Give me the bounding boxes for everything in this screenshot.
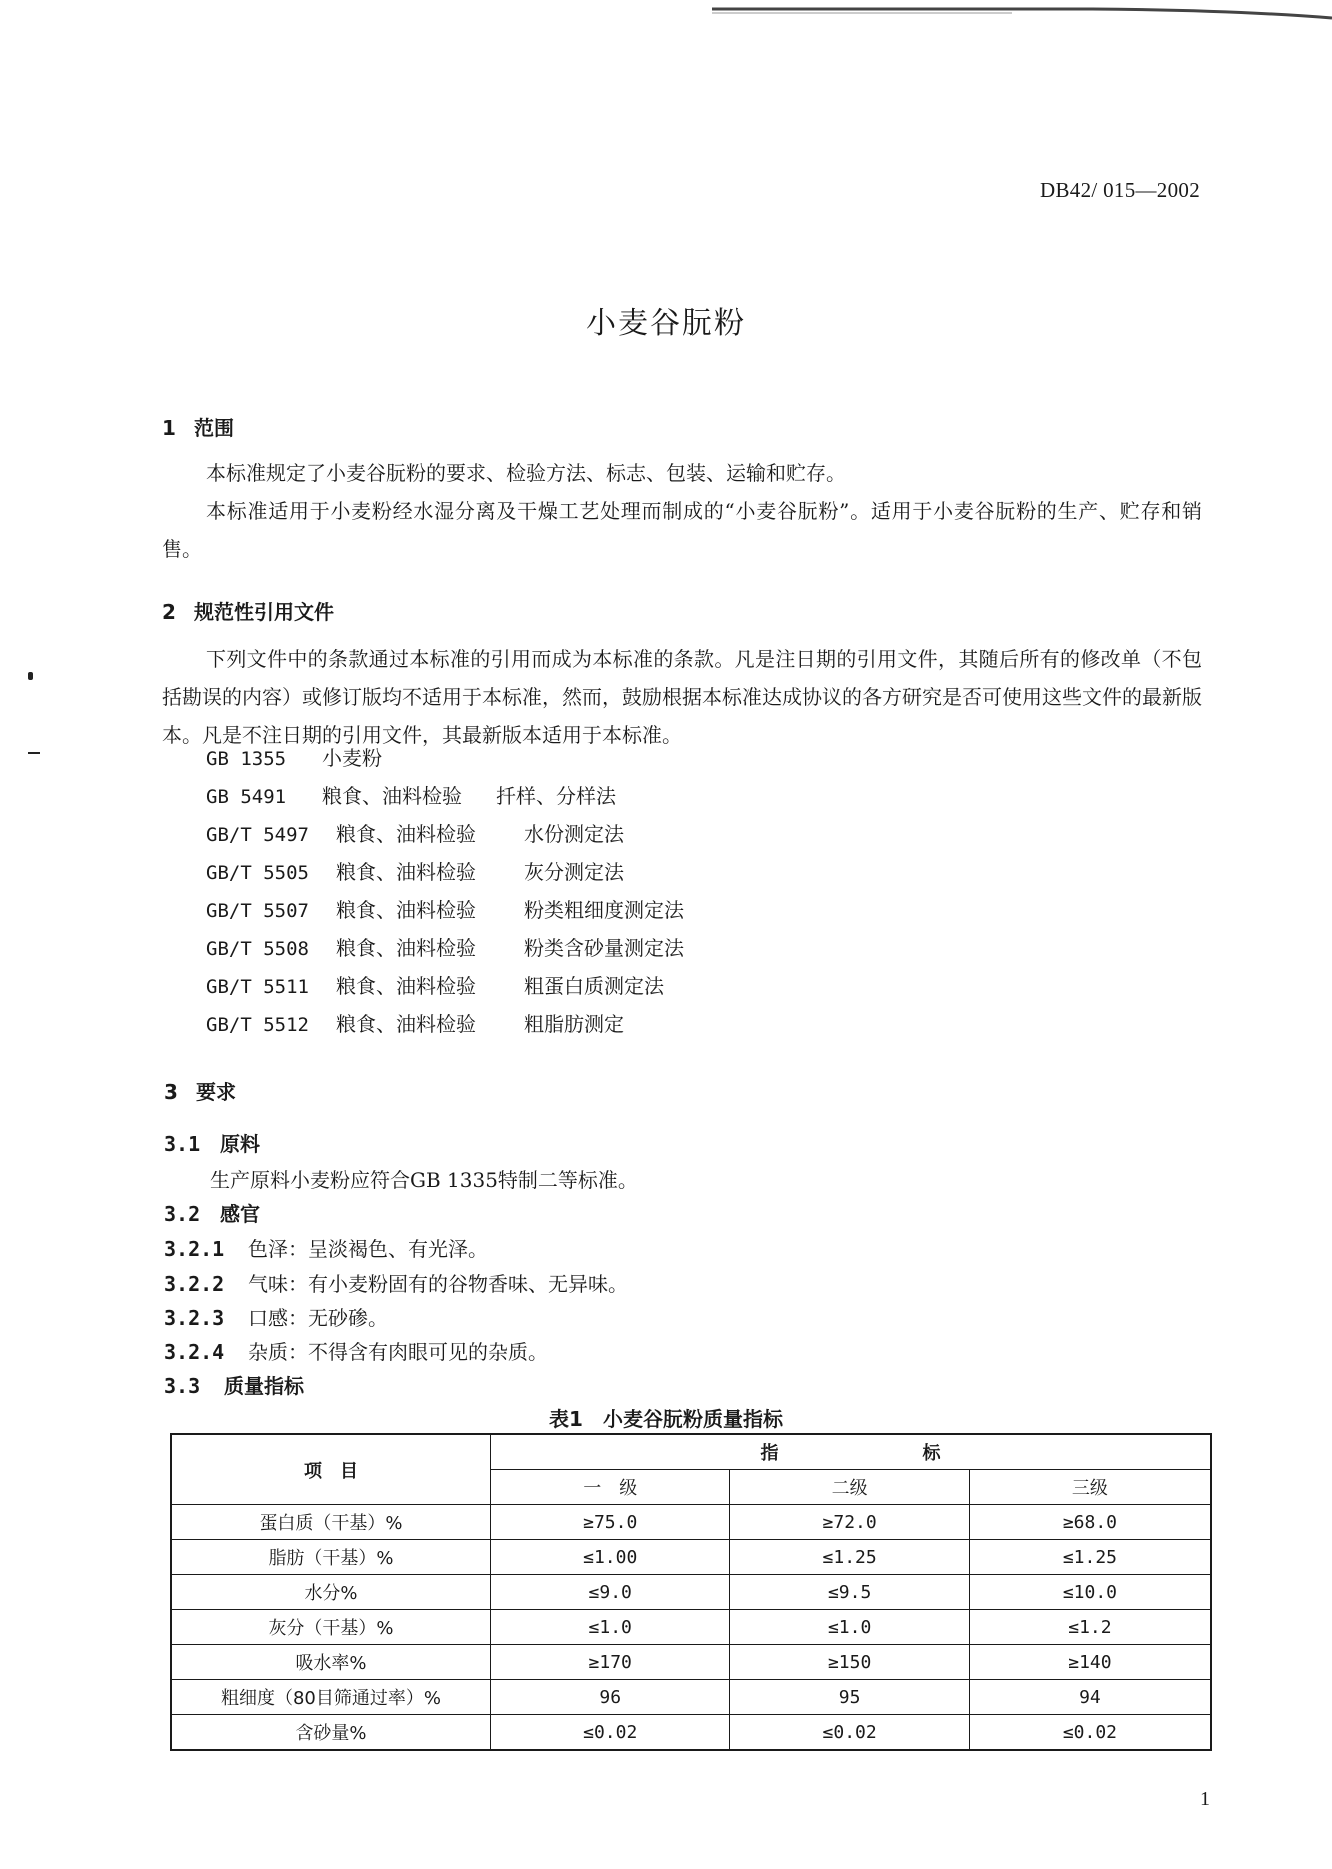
reference-item xyxy=(206,780,684,818)
grade-2-value: ≤0.02 xyxy=(730,1715,969,1751)
clause-label: 杂质： xyxy=(248,1340,308,1364)
grade-3-value: ≥140 xyxy=(969,1645,1211,1680)
section-title: 范围 xyxy=(194,416,234,440)
scan-margin-dash xyxy=(28,752,40,754)
reference-code: GB 1355 xyxy=(206,748,287,770)
clause-3-3 xyxy=(164,1370,304,1399)
grade-1-value: ≥75.0 xyxy=(491,1505,730,1540)
row-item: 水分% xyxy=(171,1575,491,1610)
grade-3-value: ≤1.25 xyxy=(969,1540,1211,1575)
clause-3-2-1 xyxy=(164,1233,488,1262)
reference-category: 粮食、油料检验 xyxy=(336,898,476,922)
page-number: 1 xyxy=(1200,1788,1210,1810)
reference-code: GB/T 5505 xyxy=(206,862,309,884)
reference-category: 粮食、油料检验 xyxy=(336,822,476,846)
section-2-intro: 下列文件中的条款通过本标准的引用而成为本标准的条款。凡是注日期的引用文件，其随后所有的修改单（不包括勘误的内容）或修订版均不适用于本标准，然而，鼓励根据本标准达成协议的各方研究是否可使用这些文件的最新版本。凡是不注日期的引用文件，其最新版本适用于本标准。 xyxy=(162,647,1202,747)
header-item: 项 目 xyxy=(171,1434,491,1505)
reference-item xyxy=(206,932,684,970)
reference-item xyxy=(206,818,684,856)
table-row xyxy=(171,1575,1211,1610)
reference-list xyxy=(206,742,684,1046)
section-3-heading xyxy=(164,1076,236,1105)
section-2-heading xyxy=(162,596,334,625)
section-number: 3 xyxy=(164,1080,178,1104)
clause-number: 3.2.4 xyxy=(164,1340,225,1364)
row-item: 蛋白质（干基）% xyxy=(171,1505,491,1540)
clause-number: 3.2.1 xyxy=(164,1237,225,1261)
table-header-row xyxy=(171,1434,1211,1470)
reference-code: GB/T 5508 xyxy=(206,938,309,960)
header-grade-3: 三级 xyxy=(969,1470,1211,1505)
reference-code: GB/T 5497 xyxy=(206,824,309,846)
quality-index-table xyxy=(170,1433,1212,1751)
reference-method: 粉类粗细度测定法 xyxy=(524,898,684,922)
reference-category: 粮食、油料检验 xyxy=(336,1012,476,1036)
row-item: 脂肪（干基）% xyxy=(171,1540,491,1575)
grade-2-value: ≤1.25 xyxy=(730,1540,969,1575)
grade-2-value: ≤1.0 xyxy=(730,1610,969,1645)
section-1-paragraph-2: 本标准适用于小麦粉经水湿分离及干燥工艺处理而制成的“小麦谷朊粉”。适用于小麦谷朊粉的生产、贮存和销售。 xyxy=(162,499,1202,561)
clause-3-2-4 xyxy=(164,1336,548,1365)
reference-item xyxy=(206,856,684,894)
reference-category: 小麦粉 xyxy=(322,746,382,770)
clause-3-2 xyxy=(164,1198,260,1227)
scan-margin-dot xyxy=(28,672,33,680)
reference-code: GB/T 5511 xyxy=(206,976,309,998)
reference-code: GB 5491 xyxy=(206,786,287,808)
section-number: 1 xyxy=(162,416,176,440)
grade-1-value: ≤1.00 xyxy=(491,1540,730,1575)
section-title: 规范性引用文件 xyxy=(194,600,334,624)
document-title: 小麦谷朊粉 xyxy=(586,306,746,341)
reference-category: 粮食、油料检验 xyxy=(336,936,476,960)
grade-1-value: ≤1.0 xyxy=(491,1610,730,1645)
reference-category: 粮食、油料检验 xyxy=(336,974,476,998)
reference-method: 粗脂肪测定 xyxy=(524,1012,624,1036)
grade-1-value: ≤9.0 xyxy=(491,1575,730,1610)
table-row xyxy=(171,1645,1211,1680)
clause-3-2-3 xyxy=(164,1302,388,1331)
clause-3-2-2 xyxy=(164,1268,628,1297)
clause-number: 3.2 xyxy=(164,1202,201,1226)
scan-edge-mark xyxy=(712,6,1332,20)
row-item: 粗细度（80目筛通过率）% xyxy=(171,1680,491,1715)
clause-text: 不得含有肉眼可见的杂质。 xyxy=(308,1340,548,1364)
grade-1-value: 96 xyxy=(491,1680,730,1715)
clause-text: 有小麦粉固有的谷物香味、无异味。 xyxy=(308,1272,628,1296)
table-caption: 表1 小麦谷朊粉质量指标 xyxy=(549,1407,783,1431)
document-code: DB42/ 015—2002 xyxy=(1040,178,1200,202)
reference-method: 粉类含砂量测定法 xyxy=(524,936,684,960)
table-row xyxy=(171,1540,1211,1575)
clause-text: 无砂碜。 xyxy=(308,1306,388,1330)
grade-3-value: ≤10.0 xyxy=(969,1575,1211,1610)
clause-text: 呈淡褐色、有光泽。 xyxy=(308,1237,488,1261)
grade-3-value: ≤1.2 xyxy=(969,1610,1211,1645)
grade-3-value: ≥68.0 xyxy=(969,1505,1211,1540)
row-item: 灰分（干基）% xyxy=(171,1610,491,1645)
grade-1-value: ≤0.02 xyxy=(491,1715,730,1751)
clause-3-1 xyxy=(164,1128,260,1157)
grade-3-value: 94 xyxy=(969,1680,1211,1715)
clause-title: 原料 xyxy=(220,1132,260,1156)
section-1-paragraph-1: 本标准规定了小麦谷朊粉的要求、检验方法、标志、包装、运输和贮存。 xyxy=(206,461,846,485)
grade-2-value: ≥150 xyxy=(730,1645,969,1680)
row-item: 吸水率% xyxy=(171,1645,491,1680)
grade-2-value: ≤9.5 xyxy=(730,1575,969,1610)
table-row xyxy=(171,1505,1211,1540)
clause-number: 3.3 xyxy=(164,1374,201,1398)
section-number: 2 xyxy=(162,600,176,624)
table-row xyxy=(171,1680,1211,1715)
reference-category: 粮食、油料检验 xyxy=(336,860,476,884)
clause-number: 3.1 xyxy=(164,1132,201,1156)
clause-title: 感官 xyxy=(220,1202,260,1226)
clause-number: 3.2.3 xyxy=(164,1306,225,1330)
row-item: 含砂量% xyxy=(171,1715,491,1751)
reference-method: 扦样、分样法 xyxy=(496,784,616,808)
header-index-group: 指 标 xyxy=(491,1434,1212,1470)
reference-method: 粗蛋白质测定法 xyxy=(524,974,664,998)
reference-item xyxy=(206,894,684,932)
clause-number: 3.2.2 xyxy=(164,1272,225,1296)
reference-item xyxy=(206,1008,684,1046)
section-title: 要求 xyxy=(196,1080,236,1104)
header-grade-2: 二级 xyxy=(730,1470,969,1505)
reference-code: GB/T 5512 xyxy=(206,1014,309,1036)
grade-2-value: ≥72.0 xyxy=(730,1505,969,1540)
reference-method: 水份测定法 xyxy=(524,822,624,846)
clause-label: 口感： xyxy=(248,1306,308,1330)
clause-label: 气味： xyxy=(248,1272,308,1296)
section-1-heading xyxy=(162,412,234,441)
table-row xyxy=(171,1715,1211,1751)
clause-title: 质量指标 xyxy=(224,1374,304,1398)
reference-category: 粮食、油料检验 xyxy=(322,784,462,808)
grade-3-value: ≤0.02 xyxy=(969,1715,1211,1751)
table-row xyxy=(171,1610,1211,1645)
header-grade-1: 一 级 xyxy=(491,1470,730,1505)
grade-1-value: ≥170 xyxy=(491,1645,730,1680)
reference-method: 灰分测定法 xyxy=(524,860,624,884)
grade-2-value: 95 xyxy=(730,1680,969,1715)
clause-label: 色泽： xyxy=(248,1237,308,1261)
reference-item xyxy=(206,742,684,780)
reference-item xyxy=(206,970,684,1008)
reference-code: GB/T 5507 xyxy=(206,900,309,922)
clause-3-1-text: 生产原料小麦粉应符合GB 1335特制二等标准。 xyxy=(210,1168,638,1192)
